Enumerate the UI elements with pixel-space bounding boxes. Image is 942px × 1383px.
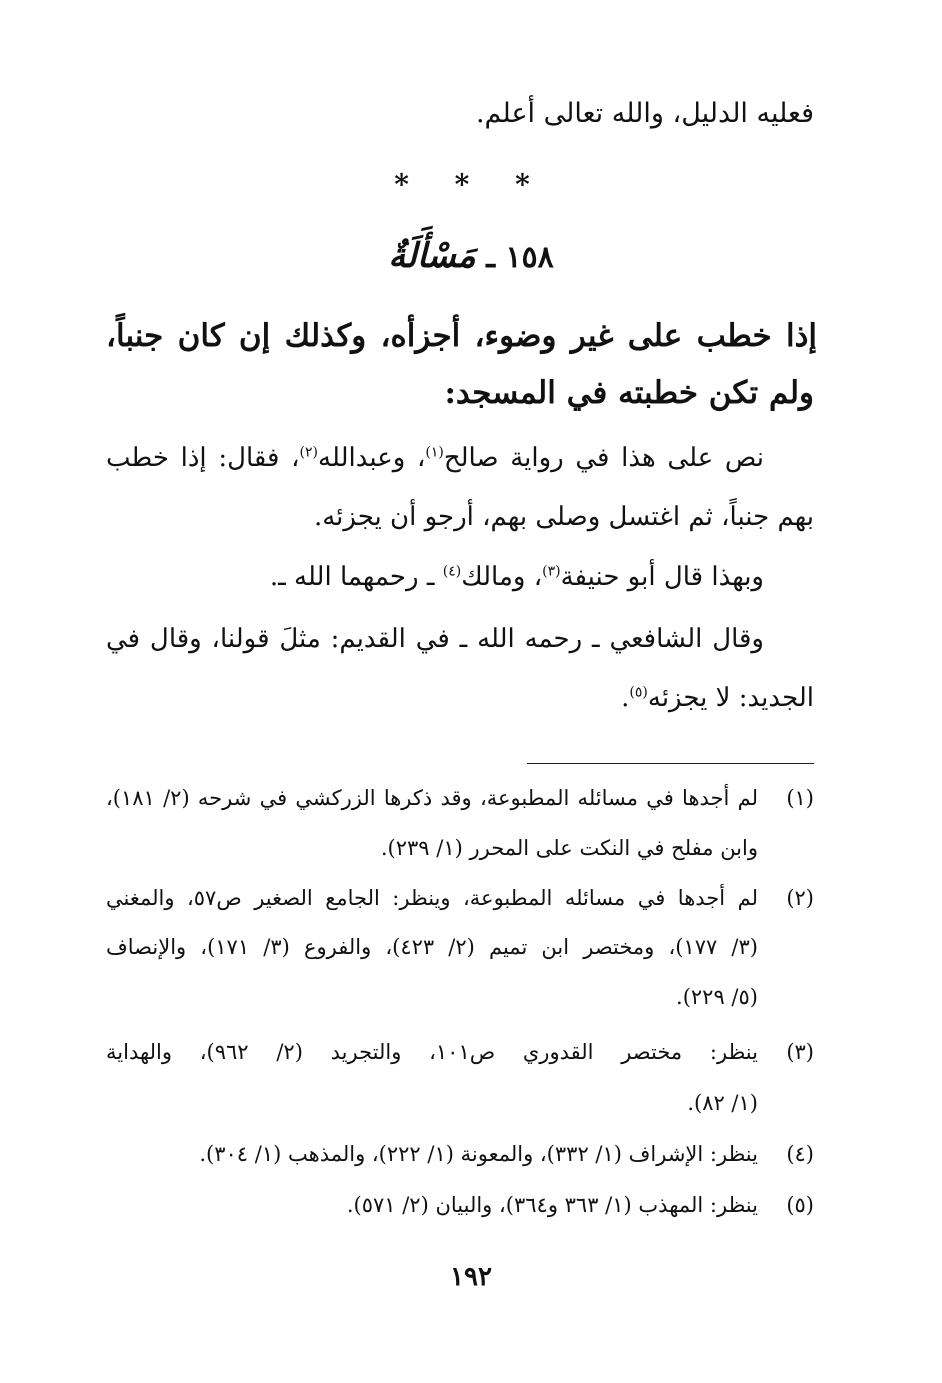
footnote-2-text: (٣/ ١٧٧)، ومختصر ابن تميم (٢/ ٤٢٣)، والفروع (٣/ ١٧١)، والإنصاف xyxy=(106,935,758,959)
footnote-5-number: (٥) xyxy=(786,1193,814,1217)
footnote-1-text: وابن مفلح في النكت على المحرر (١/ ٢٣٩). xyxy=(380,836,758,860)
footnote-3-number: (٣) xyxy=(786,1040,814,1064)
question-line-2: ولم تكن خطبته في المسجد: xyxy=(444,375,814,411)
paragraph-2 xyxy=(106,562,764,592)
footnote-1-number: (١) xyxy=(786,786,814,810)
footnote-ref-4: (٤) xyxy=(442,563,462,580)
question-line-1: إذا خطب على غير وضوء، أجزأه، وكذلك إن كان جنباً، xyxy=(106,318,817,354)
para3-text-a: الجديد: لا يجزئه xyxy=(647,683,814,713)
footnote-divider xyxy=(527,763,814,764)
footnote-2-text: لم أجدها في مسائله المطبوعة، وينظر: الجامع الصغير ص٥٧، والمغني xyxy=(106,886,758,910)
para2-text-c: ـ رحمهما الله ـ. xyxy=(269,562,443,592)
footnote-4-text: ينظر: الإشراف (١/ ٣٣٢)، والمعونة (١/ ٢٢٢)، والمذهب (١/ ٣٠٤). xyxy=(199,1142,758,1166)
para1-text-b: ، وعبدالله xyxy=(318,443,426,473)
footnote-2-text: (٥/ ٢٢٩). xyxy=(676,985,758,1009)
para3-text-b: . xyxy=(621,683,630,713)
footnote-ref-3: (٣) xyxy=(542,563,561,580)
footnote-3-text: (١/ ٨٢). xyxy=(687,1091,758,1115)
paragraph-3-line-2 xyxy=(106,683,814,713)
page-number: ١٩٢ xyxy=(450,1262,492,1292)
paragraph-1-line-1 xyxy=(106,443,764,473)
footnote-4-number: (٤) xyxy=(786,1142,814,1166)
para2-text-a: وبهذا قال أبو حنيفة xyxy=(560,562,764,592)
issue-word: مَسْأَلَةٌ xyxy=(388,236,476,276)
footnote-ref-1: (١) xyxy=(425,444,444,461)
footnote-5-text: ينظر: المهذب (١/ ٣٦٣ و٣٦٤)، والبيان (٢/ ٥٧١). xyxy=(346,1193,758,1217)
footnote-3-text: ينظر: مختصر القدوري ص١٠١، والتجريد (٢/ ٩٦٢)، والهداية xyxy=(106,1040,758,1064)
paragraph-3-line-1: وقال الشافعي ـ رحمه الله ـ في القديم: مثلَ قولنا، وقال في xyxy=(106,624,764,654)
footnote-1-text: لم أجدها في مسائله المطبوعة، وقد ذكرها الزركشي في شرحه (٢/ ١٨١)، xyxy=(106,786,758,810)
para2-text-b: ، ومالك xyxy=(461,562,543,592)
footnote-ref-2: (٢) xyxy=(299,444,319,461)
footnote-2-number: (٢) xyxy=(786,886,814,910)
issue-heading xyxy=(0,236,942,276)
footnote-ref-5: (٥) xyxy=(629,684,648,701)
paragraph-1-line-2: بهم جنباً، ثم اغتسل وصلى بهم، أرجو أن يجزئه. xyxy=(313,502,814,532)
para1-text-a: نص على هذا في رواية صالح xyxy=(443,443,764,473)
closing-line: فعليه الدليل، والله تعالى أعلم. xyxy=(475,98,814,129)
para1-text-c: ، فقال: إذا خطب xyxy=(106,443,300,473)
issue-number: ١٥٨ ـ xyxy=(486,240,554,275)
section-separator: * * * xyxy=(394,168,548,201)
